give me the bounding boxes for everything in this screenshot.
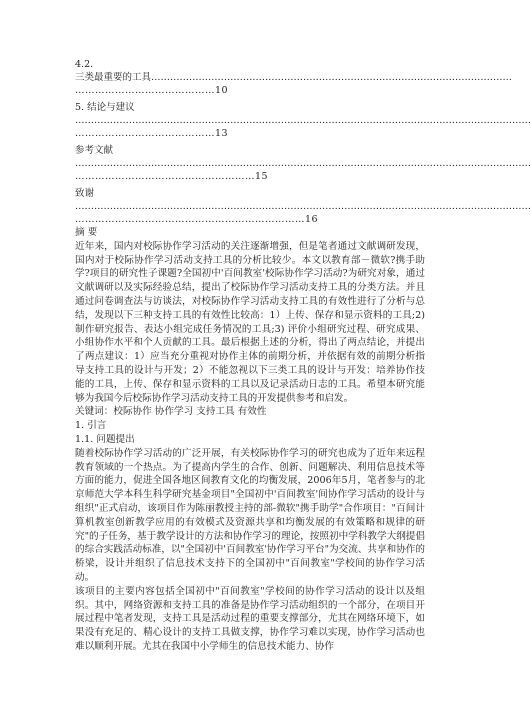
toc-entry-line: 三类最重要的工具…………………………………………………………………………………………………… <box>75 72 513 83</box>
toc-entry-title: 致谢 <box>75 188 95 199</box>
toc-entry-page: ……………………………………13 <box>75 128 229 139</box>
intro-paragraph-2: 该项目的主要内容包括全国初中"百间教室"学校间的协作学习活动的设计以及组织。其中，网络资源和支持工具的准备是协作学习活动组织的一个部分，在项目开展过程中笔者发现，支持工具是活动过程的重要支撑部分，尤其在网络环境下，如果没有充足的、精心设计的支持工具做支撑，协作学习难以实现，协作学习活动也难以顺利开展。尤其在我国中小学师生的信息技术能力、协作 <box>75 585 425 652</box>
document-page <box>75 58 531 654</box>
subsection-heading-problem: 1.1. 问题提出 <box>75 433 135 445</box>
toc-entry-page: ……………………………………………………………16 <box>75 214 319 225</box>
toc-entry-line: ……………………………………………………………………………………………………………………………… <box>75 158 531 169</box>
table-of-contents <box>75 58 531 226</box>
intro-paragraph-1: 随着校际协作学习活动的广泛开展，有关校际协作学习的研究也成为了近年来远程教育领域的一个热点。为了提高内学生的合作、创新、问题解决、利用信息技术等方面的能力，促进全国各地区间教育文化的均衡发展，2006年5月，笔者参与的北京师范大学本科生科学研究基金项目"全国初中'百间教室'间协作学习活动的设计与组织"正式启动，该项目作为陈丽教授主持的部-微软"携手助学"合作项目："百间计算机教室创新教学应用的有效模式及资源共享和均衡发展的有效策略和规律的研究"的子任务，基于教学设计的方法和协作学习的理论，按照初中学科教学大纲提倡的综合实践活动标准，以"全国初中'百间教室'协作学习平台"为交流、共享和协作的桥梁，设计并组织了信息技术支持下的全国初中"百间教室"学校间的协作学习活动。 <box>75 447 425 583</box>
toc-entry-title: 5. 结论与建议 <box>75 102 135 113</box>
keywords-line: 关键词：校际协作 协作学习 支持工具 有效性 <box>75 406 267 418</box>
abstract-paragraph: 近年来，国内对校际协作学习活动的关注逐渐增强，但是笔者通过文献调研发现，国内对于校际协作学习活动支持工具的分析比较少。本文以教育部－微软?携手助学?项目的研究性子课题?全国初中'百间教室'校际协作学习活动?为研究对象，通过文献调研以及实际经验总结，提出了校际协作学习活动支持工具的分类方法。并且通过问卷调查法与访谈法，对校际协作学习活动支持工具的有效性进行了分析与总结，发现以下三种支持工具的有效性比较高：1）上传、保存和显示资料的工具;2) 制作研究报告、表达小组完成任务情况的工具;3) 评价小组研究过程、研究成果、小组协作水平和个人贡献的工具。最后根据上述的分析，得出了两点结论，并提出了两点建议：1）应当充分重视对协作主体的前期分析，并依据有效的前期分析指导支持工具的设计与开发；2）不能忽视以下三类工具的设计与开发：培养协作技能的工具，上传、保存和显示资料的工具以及记录活动日志的工具。希望本研究能够为我国今后校际协作学习活动支持工具的开发提供参考和启发。 <box>75 240 425 404</box>
toc-entry-line: ……………………………………………………………………………………………………………………………… <box>75 201 531 212</box>
toc-entry-title: 参考文献 <box>75 145 114 156</box>
body-text <box>75 226 425 654</box>
toc-entry-title: 4.2. <box>75 59 94 70</box>
section-heading-introduction: 1. 引言 <box>75 420 107 432</box>
toc-entry-line: ……………………………………………………………………………………………………………………………… <box>75 115 531 126</box>
abstract-heading: 摘 要 <box>75 227 98 238</box>
toc-entry-page: ………………………………………………15 <box>75 171 269 182</box>
toc-entry-page: ……………………………………10 <box>75 85 229 96</box>
